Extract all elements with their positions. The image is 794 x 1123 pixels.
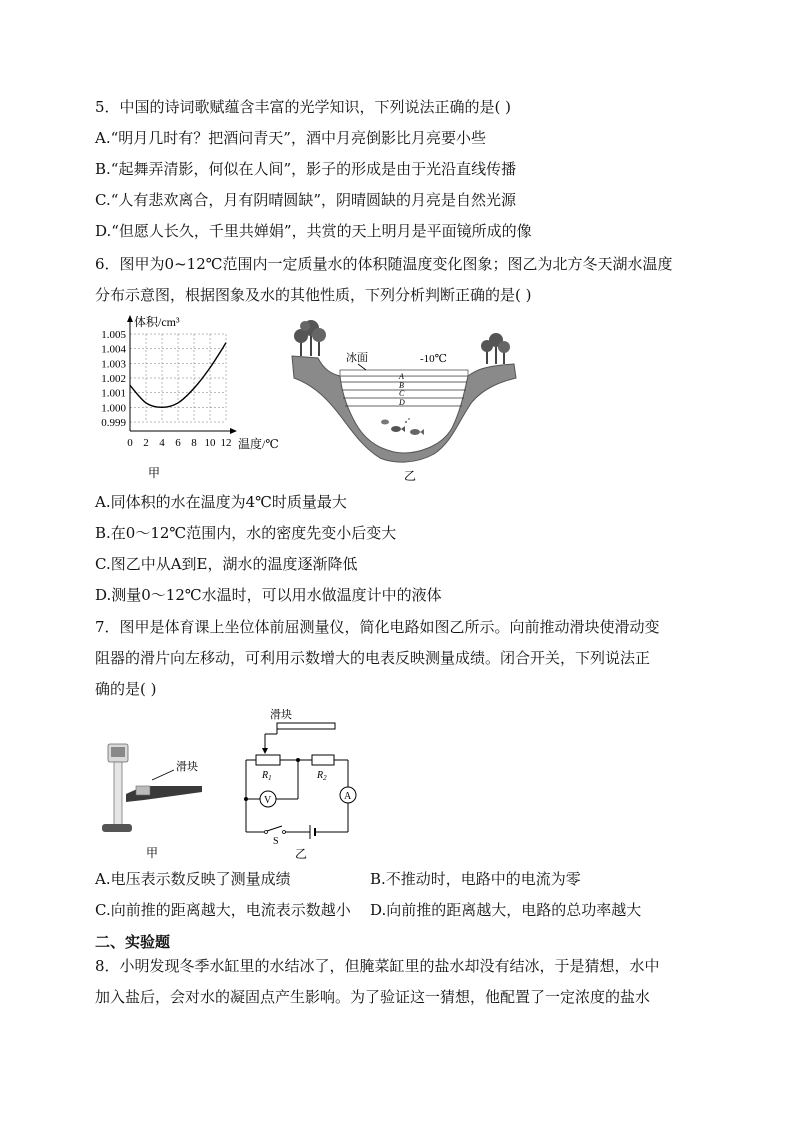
layer-label-a: A [399,372,404,381]
resistor-r2 [312,755,334,765]
q6-option-b: B.在0～12℃范围内，水的密度先变小后变大 [95,524,397,542]
y-tick-label: 1.003 [101,358,126,371]
slider-pointer [152,770,174,780]
y-tick-labels [101,329,126,429]
x-tick-label: 8 [191,437,197,449]
figure-yi-caption: 乙 [404,469,417,483]
q6-stem-line2: 分布示意图，根据图象及水的其他性质，下列分析判断正确的是( ) [95,286,532,304]
q5-option-a: A.“明月几时有？把酒问青天”，酒中月亮倒影比月亮要小些 [95,129,486,147]
device-base [102,824,132,832]
y-axis-arrow [127,315,133,322]
q7-figure-yi-circuit [238,706,358,862]
y-tick-label: 1.005 [101,329,126,341]
q6-option-c: C.图乙中从A到E，湖水的温度逐渐降低 [95,555,358,573]
x-axis-label: 温度/℃ [238,437,279,451]
q8-line1: 8．小明发现冬季水缸里的水结冰了，但腌菜缸里的盐水却没有结冰，于是猜想，水中 [95,957,660,975]
section-heading: 二、实验题 [95,933,171,951]
q7-stem-line2: 阻器的滑片向左移动，可利用示数增大的电表反映测量成绩。闭合开关，下列说法正 [95,649,651,667]
q5-option-d: D.“但愿人长久，千里共婵娟”，共赏的天上明月是平面镜所成的像 [95,222,532,240]
x-tick-label: 0 [127,437,133,449]
slider-arrow [262,748,268,754]
q7-option-d: D.向前推的距离越大，电路的总功率越大 [370,901,642,919]
q7-stem-line3: 确的是( ) [95,680,157,698]
x-tick-label: 6 [175,437,181,449]
tree-icon-left [294,320,326,356]
q7-jia-slider-label: 滑块 [176,761,198,773]
y-tick-label: 1.002 [101,373,126,385]
q6-figure-yi-lake [288,318,518,486]
slider-block-icon [136,786,150,795]
q7-jia-caption: 甲 [146,846,159,860]
x-tick-label: 4 [159,437,165,449]
q7-option-c: C.向前推的距离越大，电流表示数越小 [95,901,351,919]
q7-figure-jia-device [96,740,216,862]
q6-figure-jia-chart [88,312,298,482]
q6-option-d: D.测量0～12℃水温时，可以用水做温度计中的液体 [95,586,442,604]
voltmeter-label: V [264,795,272,806]
ammeter-label: A [344,791,352,802]
q6-stem-line1: 6．图甲为0~12℃范围内一定质量水的体积随温度变化图象；图乙为北方冬天湖水温度 [95,255,673,273]
slider-bar [277,723,335,729]
q7-option-b: B.不推动时，电路中的电流为零 [370,870,581,888]
ice-label: 冰面 [346,352,368,364]
q7-yi-slider-label: 滑块 [270,709,292,721]
y-tick-label: 0.999 [101,417,126,429]
ice-pointer [358,364,366,370]
lake-water [340,376,468,453]
resistor-r1 [256,755,280,765]
q5-option-c: C.“人有悲欢离合，月有阴晴圆缺”，阴晴圆缺的月亮是自然光源 [95,191,517,209]
y-tick-label: 1.000 [101,402,126,415]
q7-stem-line1: 7．图甲是体育课上坐位体前屈测量仪，简化电路如图乙所示。向前推动滑块使滑动变 [95,618,660,636]
q7-option-a: A.电压表示数反映了测量成绩 [95,870,291,888]
tree-icon-right [481,333,510,364]
q7-yi-caption: 乙 [295,847,308,861]
switch-label: S [273,836,279,847]
ice-surface [340,370,468,376]
r1-label: $R_1$ [262,770,272,782]
y-tick-label: 1.004 [101,343,126,356]
y-axis-label: 体积/cm³ [134,315,180,329]
x-tick-label: 10 [204,437,216,449]
q5-stem: 5．中国的诗词歌赋蕴含丰富的光学知识，下列说法正确的是( ) [95,98,512,116]
q6-option-a: A.同体积的水在温度为4℃时质量最大 [95,493,347,511]
temperature-label: -10℃ [420,353,447,365]
layer-label-d: D [399,398,405,407]
x-axis-arrow [230,428,237,434]
y-tick-label: 1.001 [101,387,126,400]
q8-line2: 加入盐后，会对水的凝固点产生影响。为了验证这一猜想，他配置了一定浓度的盐水 [95,988,651,1006]
chart-grid [130,334,226,422]
layer-label-c: C [399,389,405,398]
x-tick-label: 12 [220,437,232,449]
figure-jia-caption: 甲 [148,466,161,480]
device-pillar [114,762,122,826]
layer-label-b: B [399,381,404,390]
x-tick-label: 2 [143,437,149,449]
r2-label: $R_2$ [317,770,327,782]
x-tick-labels [127,437,231,449]
q5-option-b: B.“起舞弄清影，何似在人间”，影子的形成是由于光沿直线传播 [95,160,517,178]
